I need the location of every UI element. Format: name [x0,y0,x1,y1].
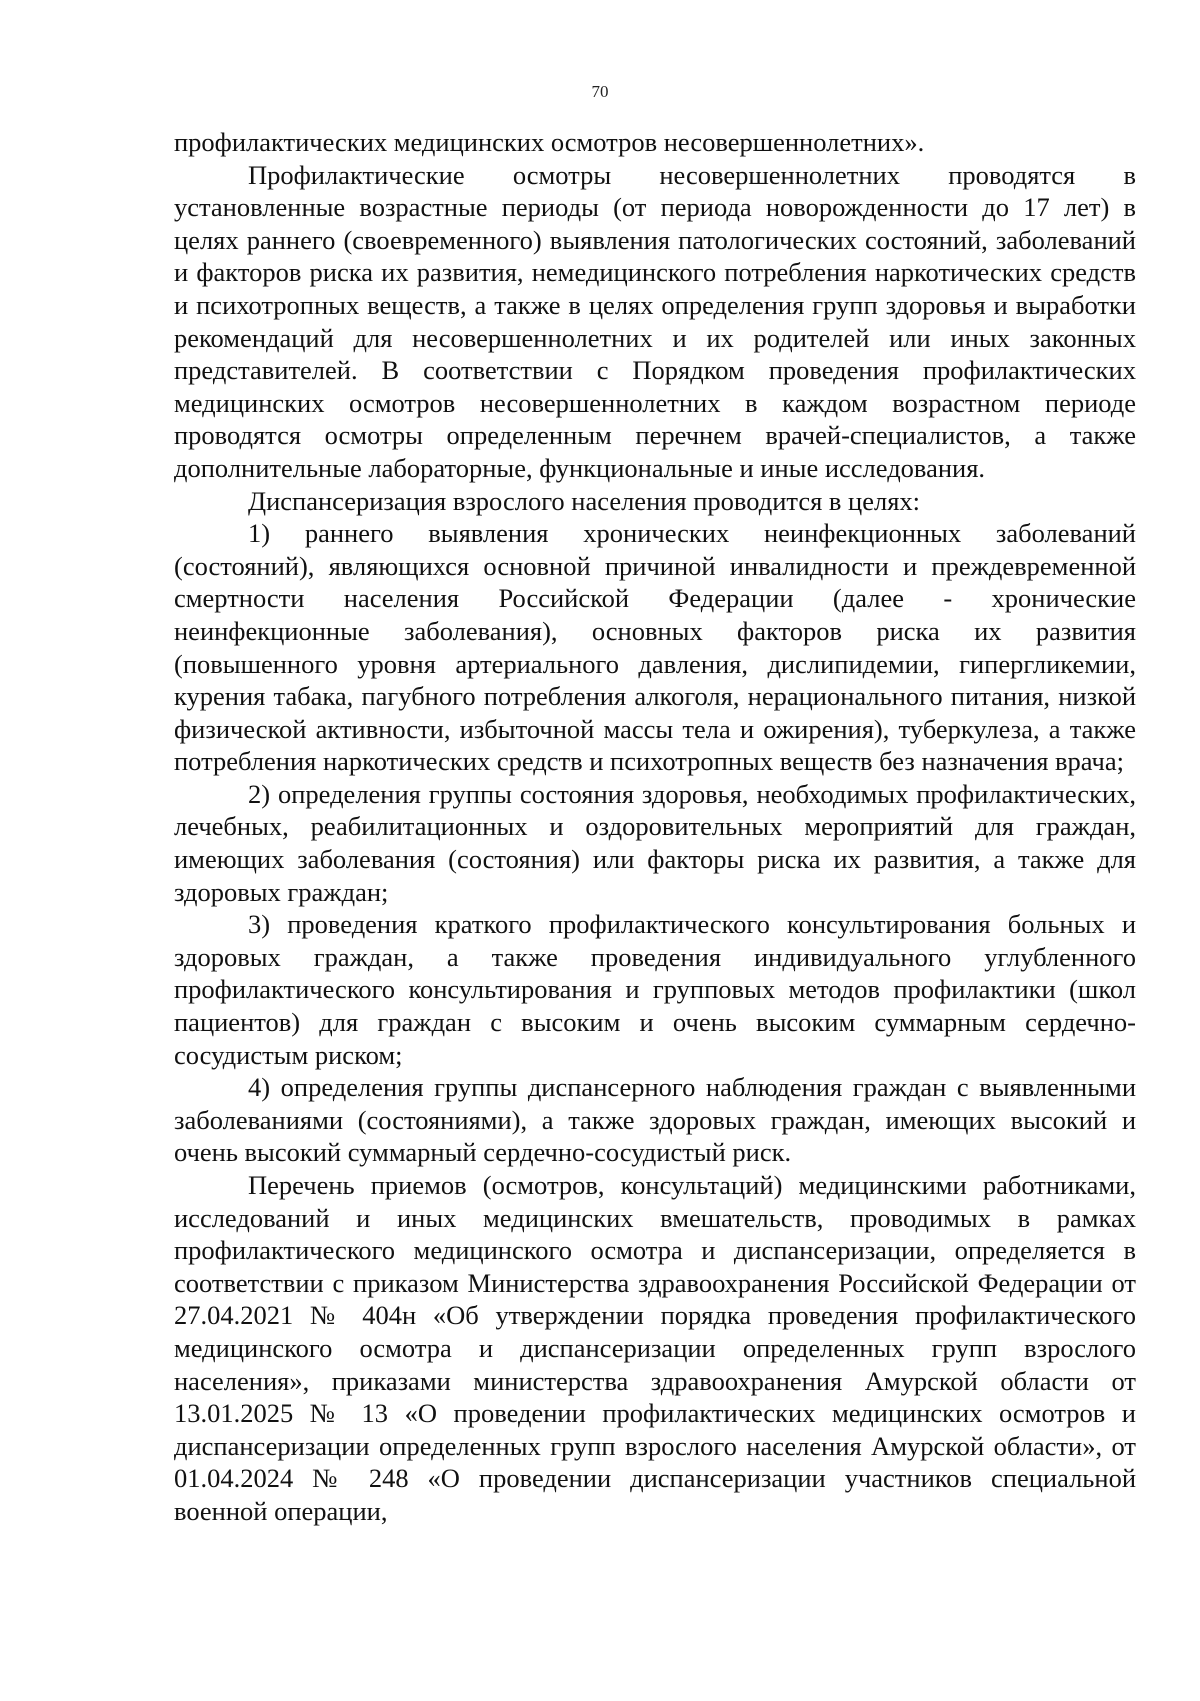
paragraph-continuation: профилактических медицинских осмотров несовершеннолетних». [174,127,925,157]
paragraph-dispensarization-goals: Диспансеризация взрослого населения проводится в целях: [248,485,920,516]
list-item-2: 2) определения группы состояния здоровья, необходимых профилактических, лечебных, реабилитационных и оздоровительных мероприятий для граждан, имеющих заболевания (состояния) или факторы риска их развития, а также для здоровых граждан; [174,778,1136,907]
list-item-1: 1) раннего выявления хронических неинфекционных заболеваний (состояний), являющихся основной причиной инвалидности и преждевременной смертности населения Российской Федерации (далее - хронические неинфекционные заболевания), основных факторов риска их развития (повышенного уровня артериального давления, дислипидемии, гипергликемии, курения табака, пагубного потребления алкоголя, нерационального питания, низкой физической активности, избыточной массы тела и ожирения), туберкулеза, а также потребления наркотических средств и психотропных веществ без назначения врача; [174,518,1136,777]
paragraph-minors-checkups: Профилактические осмотры несовершеннолетних проводятся в установленные возрастные периоды (от периода новорожденности до 17 лет) в целях раннего (своевременного) выявления патологических состояний, заболеваний и факторов риска их развития, немедицинского потребления наркотических средств и психотропных веществ, а также в целях определения групп здоровья и выработки рекомендаций для несовершеннолетних и их родителей или иных законных представителей. В соответствии с Порядком проведения профилактических медицинских осмотров несовершеннолетних в каждом возрастном периоде проводятся осмотры определенным перечнем врачей-специалистов, а также дополнительные лабораторные, функциональные и иные исследования. [174,159,1136,483]
page-number: 70 [591,82,609,101]
list-item-3: 3) проведения краткого профилактического консультирования больных и здоровых граждан, а также проведения индивидуального углубленного профилактического консультирования и групповых методов профилактики (школ пациентов) для граждан с высоким и очень высоким суммарным сердечно-сосудистым риском; [174,909,1136,1070]
list-item-4: 4) определения группы диспансерного наблюдения граждан с выявленными заболеваниями (состояниями), а также здоровых граждан, имеющих высокий и очень высокий суммарный сердечно-сосудистый риск. [174,1072,1136,1168]
paragraph-orders-list: Перечень приемов (осмотров, консультаций) медицинскими работниками, исследований и иных медицинских вмешательств, проводимых в рамках профилактического медицинского осмотра и диспансеризации, определяется в соответствии с приказом Министерства здравоохранения Российской Федерации от 27.04.2021 № 404н «Об утверждении порядка проведения профилактического медицинского осмотра и диспансеризации определенных групп взрослого населения», приказами министерства здравоохранения Амурской области от 13.01.2025 № 13 «О проведении профилактических медицинских осмотров и диспансеризации определенных групп взрослого населения Амурской области», от 01.04.2024 № 248 «О проведении диспансеризации участников специальной военной операции, [174,1170,1136,1526]
document-body [174,126,1136,1528]
